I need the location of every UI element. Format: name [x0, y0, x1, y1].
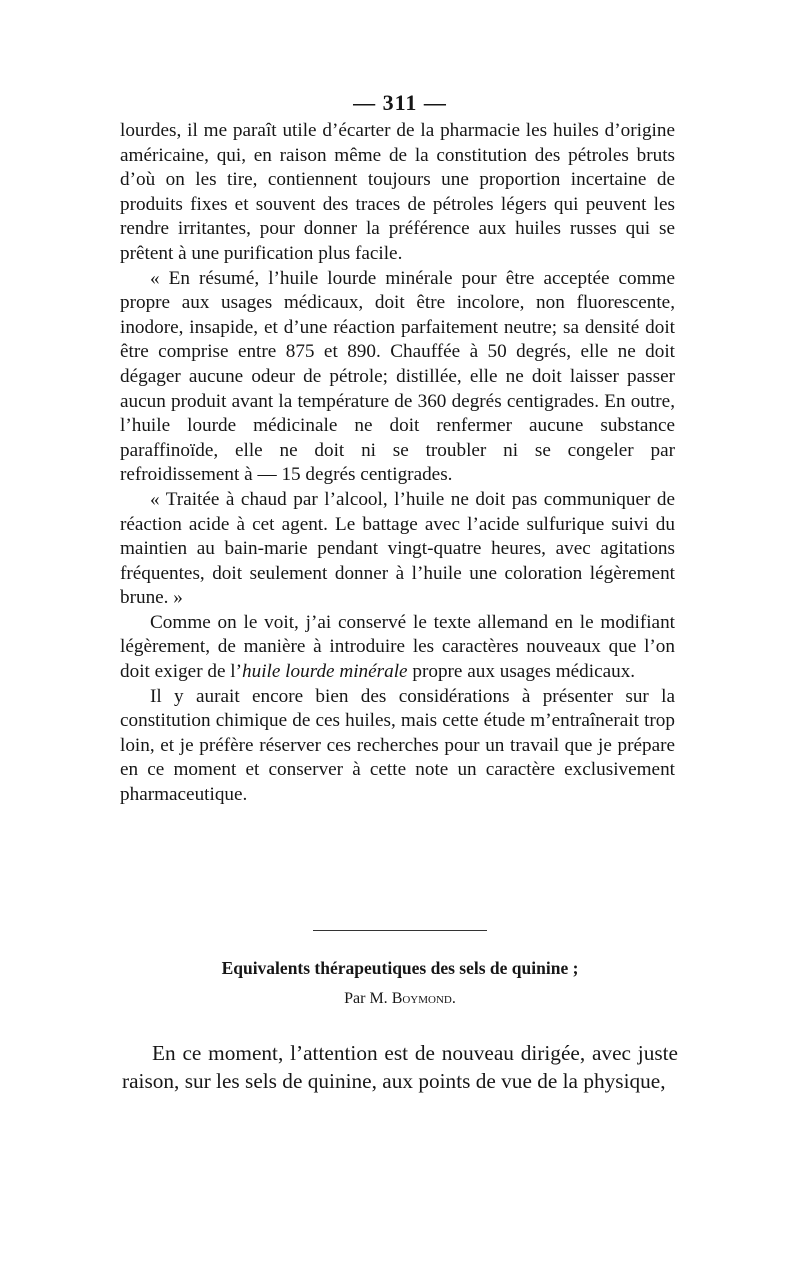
paragraph-commentary-text: Comme on le voit, j’ai conservé le texte allemand en le modifiant légèrement, de manière à introduire les caractères nouveaux que l’on doit exiger de l’: [120, 611, 675, 683]
paragraph-quote-alcohol: « Traitée à chaud par l’alcool, l’huile ne doit pas communiquer de réaction acide à cet agent. Le battage avec l’acide sulfurique suivi du maintien au bain-marie pendant vingt-quatre heures, avec agitations fréquentes, doit seulement donner à l’huile une coloration légèrement brune. »: [120, 488, 675, 609]
page-number: — 311 —: [353, 90, 447, 115]
section-divider: [313, 930, 487, 931]
section-title: Equivalents thérapeutiques des sels de quinine ;: [221, 958, 579, 978]
byline-prefix: Par M.: [344, 990, 392, 1007]
byline-suffix: .: [451, 990, 456, 1007]
main-text-block: [120, 119, 675, 808]
paragraph-closing: Il y aurait encore bien des considérations à présenter sur la constitution chimique de ces huiles, mais cette étude m’entraînerait trop loin, et je préfère réserver ces recherches pour un travail que je prépare en ce moment et conserver à cette note un caractère exclusivement pharmaceutique.: [120, 685, 675, 806]
paragraph-continuation: lourdes, il me paraît utile d’écarter de la pharmacie les huiles d’origine américaine, qui, en raison même de la constitution des pétroles bruts d’où on les tire, contiennent toujours une proportion incertaine de produits fixes et souvent des traces de pétroles légers qui peuvent les rendre irritantes, pour donner la préférence aux huiles russes qui se prêtent à une purification plus facile.: [120, 120, 675, 264]
article-text-block: [122, 1040, 678, 1095]
paragraph-quote-summary: « En résumé, l’huile lourde minérale pour être acceptée comme propre aux usages médicaux, doit être incolore, non fluorescente, inodore, insapide, et d’une réaction parfaitement neutre; sa densité doit être comprise entre 875 et 890. Chauffée à 50 degrés, elle ne doit dégager aucune odeur de pétrole; distillée, elle ne doit laisser passer aucun produit avant la température de 360 degrés centigrades. En outre, l’huile lourde médicinale ne doit renfermer aucune substance paraffinoïde, elle ne doit ni se troubler ni se congeler par refroidissement à — 15 degrés centigrades.: [120, 267, 675, 486]
paragraph-commentary: [120, 611, 675, 685]
paragraph-commentary-end: propre aux usages médicaux.: [407, 661, 636, 683]
byline: [0, 990, 800, 1008]
italic-term: huile lourde minérale: [242, 661, 408, 683]
byline-author: Boymond: [391, 990, 452, 1007]
article-first-paragraph: En ce moment, l’attention est de nouveau dirigée, avec juste raison, sur les sels de quinine, aux points de vue de la physique,: [122, 1041, 678, 1093]
